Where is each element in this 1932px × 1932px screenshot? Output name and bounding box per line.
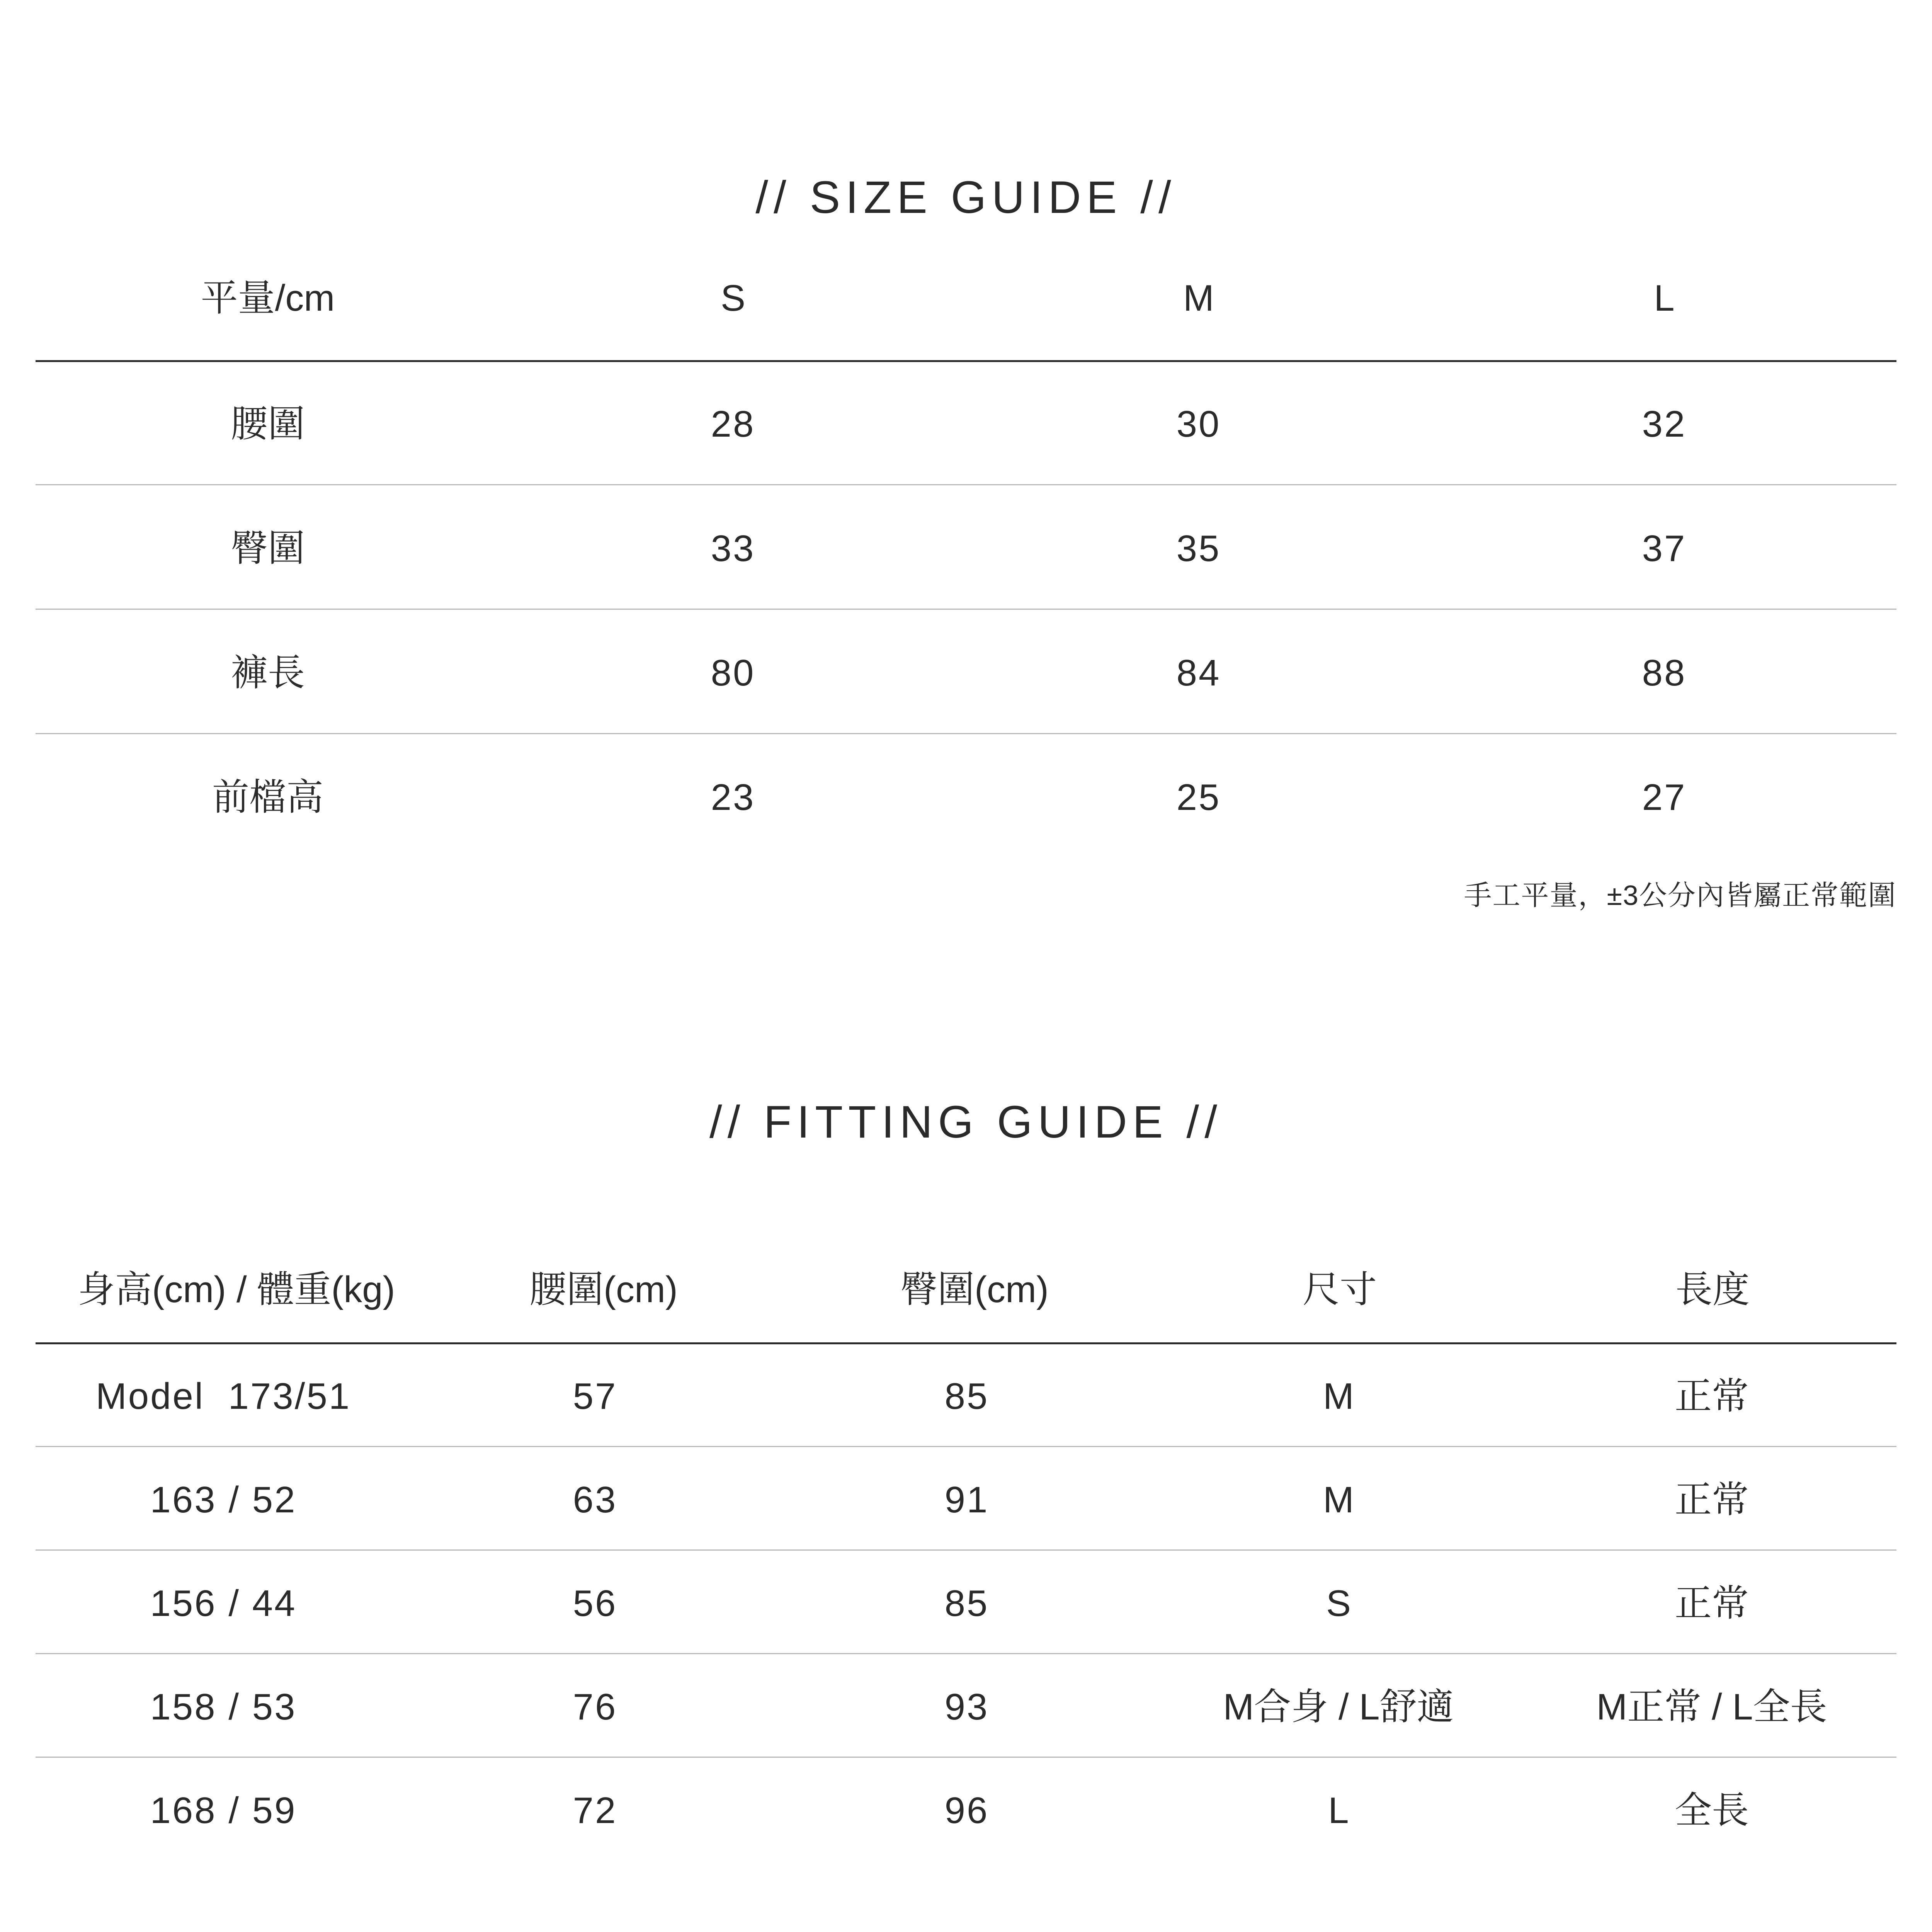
height-weight-value: Model 173/51 — [95, 1376, 351, 1417]
size-guide-header-s: S — [720, 277, 746, 319]
hip-value: 96 — [944, 1790, 989, 1831]
size-value: 84 — [1176, 652, 1221, 694]
fitting-header-hip: 臀圍(cm) — [900, 1269, 1049, 1310]
size-guide-header-m: M — [1183, 277, 1214, 319]
size-guide-title: // SIZE GUIDE // — [755, 172, 1177, 223]
waist-value: 57 — [573, 1376, 617, 1417]
waist-value: 72 — [573, 1790, 617, 1831]
size-value: L — [1328, 1790, 1349, 1831]
fitting-header-length: 長度 — [1675, 1269, 1750, 1310]
row-divider — [36, 733, 1896, 734]
hip-value: 85 — [944, 1376, 989, 1417]
row-divider — [36, 609, 1896, 610]
hip-value: 85 — [944, 1583, 989, 1624]
size-value: 25 — [1176, 777, 1221, 818]
size-value: 80 — [711, 652, 755, 694]
length-value: 正常 — [1675, 1479, 1749, 1520]
waist-value: 76 — [573, 1686, 617, 1728]
hip-value: 93 — [944, 1686, 989, 1728]
size-value: 37 — [1642, 528, 1687, 569]
size-value: 35 — [1176, 528, 1221, 569]
row-label: 臀圍 — [231, 528, 305, 569]
size-value: 30 — [1176, 403, 1221, 445]
waist-value: 56 — [573, 1583, 617, 1624]
height-weight-value: 168 / 59 — [150, 1790, 297, 1831]
fitting-guide-title: // FITTING GUIDE // — [709, 1097, 1223, 1148]
row-label: 褲長 — [231, 652, 305, 694]
size-value: 88 — [1642, 652, 1687, 694]
measurement-note: 手工平量，±3公分內皆屬正常範圍 — [1464, 880, 1896, 911]
fitting-guide-header-divider — [36, 1342, 1896, 1344]
size-value: 33 — [711, 528, 755, 569]
height-weight-value: 158 / 53 — [150, 1686, 297, 1728]
row-label: 腰圍 — [231, 403, 305, 445]
length-value: 正常 — [1675, 1376, 1749, 1417]
row-label: 前檔高 — [212, 777, 323, 818]
size-guide-header-measure: 平量/cm — [201, 277, 335, 319]
fitting-header-height-weight: 身高(cm) / 體重(kg) — [78, 1269, 395, 1310]
row-divider — [36, 1653, 1896, 1654]
length-value: 全長 — [1675, 1790, 1749, 1831]
size-value: M — [1323, 1376, 1354, 1417]
size-value: 27 — [1642, 777, 1687, 818]
hip-value: 91 — [944, 1479, 989, 1520]
height-weight-value: 163 / 52 — [150, 1479, 297, 1520]
length-value: M正常 / L全長 — [1596, 1686, 1827, 1728]
size-value: 23 — [711, 777, 755, 818]
size-value: 32 — [1642, 403, 1687, 445]
size-value: M合身 / L舒適 — [1223, 1686, 1454, 1728]
length-value: 正常 — [1675, 1583, 1749, 1624]
waist-value: 63 — [573, 1479, 617, 1520]
size-value: 28 — [711, 403, 755, 445]
size-value: M — [1323, 1479, 1354, 1520]
row-divider — [36, 484, 1896, 485]
size-guide-header-l: L — [1654, 277, 1675, 319]
height-weight-value: 156 / 44 — [150, 1583, 297, 1624]
row-divider — [36, 1757, 1896, 1758]
row-divider — [36, 1549, 1896, 1551]
row-divider — [36, 1446, 1896, 1447]
fitting-header-size: 尺寸 — [1303, 1269, 1377, 1310]
size-value: S — [1326, 1583, 1351, 1624]
size-guide-header-divider — [36, 360, 1896, 362]
fitting-header-waist: 腰圍(cm) — [529, 1269, 678, 1310]
